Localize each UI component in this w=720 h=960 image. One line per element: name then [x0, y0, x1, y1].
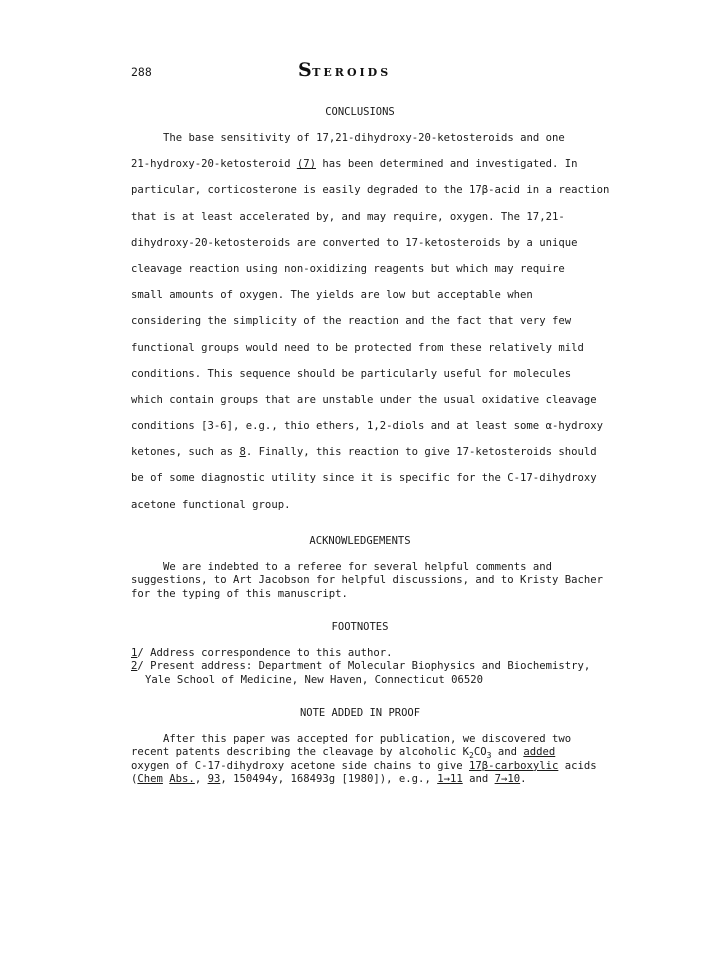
reference-range: 1→11: [437, 773, 463, 786]
body-line-text: ketones, such as: [131, 446, 240, 459]
body-line-text: (: [131, 773, 138, 786]
body-line-text: has been determined and investigated. In: [315, 158, 578, 171]
reference-7: (7): [296, 158, 316, 171]
footnotes-body: [131, 647, 631, 687]
emphasis-added: added: [523, 746, 556, 759]
body-line-text: CO: [473, 746, 487, 759]
journal-logo-rest: TEROIDS: [312, 66, 392, 79]
reference-8: 8: [239, 446, 246, 459]
journal-logo-initial: S: [298, 59, 313, 81]
body-line: We are indebted to a referee for several helpful comments and: [163, 561, 553, 573]
footnotes-heading: FOOTNOTES: [331, 621, 389, 633]
footnote-marker: 2: [131, 660, 138, 673]
footnote-text: / Address correspondence to this author.: [137, 647, 393, 659]
body-line: dihydroxy-20-ketosteroids are converted to 17-ketosteroids by a unique: [131, 236, 578, 249]
body-line-text: , 150494y, 168493g [1980]), e.g.,: [220, 773, 438, 786]
body-line: that is at least accelerated by, and may require, oxygen. The 17,21-: [131, 210, 565, 223]
body-line: small amounts of oxygen. The yields are low but acceptable when: [131, 289, 533, 302]
citation-volume: 93: [207, 773, 221, 786]
body-line: conditions. This sequence should be particularly useful for molecules: [131, 367, 572, 380]
body-line-text: acids: [558, 759, 597, 772]
body-line: (Chem Abs., 93, 150494y, 168493g [1980]), e.g., 1→11 and 7→10.: [131, 773, 527, 786]
body-line: particular, corticosterone is easily degraded to the 17β-acid in a reaction: [131, 184, 610, 197]
page-number: 288: [131, 65, 152, 79]
reference-range: 7→10: [494, 773, 521, 786]
citation-journal: Chem: [137, 773, 163, 786]
footnote-marker: 1: [131, 647, 138, 659]
body-line-text: recent patents describing the cleavage by alcoholic K: [131, 746, 470, 759]
note-heading: NOTE ADDED IN PROOF: [299, 707, 421, 719]
journal-logo: [298, 59, 391, 81]
body-line: considering the simplicity of the reaction and the fact that very few: [131, 315, 572, 328]
subscript: 3: [486, 751, 492, 761]
body-line: which contain groups that are unstable under the usual oxidative cleavage: [131, 393, 597, 406]
conclusions-heading: CONCLUSIONS: [325, 106, 395, 118]
body-line-text: oxygen of C-17-dihydroxy acetone side chains to give: [131, 759, 470, 772]
body-line-text: and: [462, 773, 495, 786]
body-line-text: 21-hydroxy-20-ketosteroid: [131, 158, 297, 171]
emphasis-acid: 17β-carboxylic: [469, 759, 559, 772]
subscript: 2: [469, 751, 474, 761]
footnote-1: [131, 647, 631, 660]
body-line: cleavage reaction using non-oxidizing reagents but which may require: [131, 262, 565, 275]
body-line: functional groups would need to be protected from these relatively mild: [131, 341, 584, 354]
body-line: [131, 157, 631, 183]
body-line: conditions [3-6], e.g., thio ethers, 1,2-diols and at least some α-hydroxy: [131, 420, 603, 433]
body-line: [131, 445, 631, 471]
body-line-text: .: [520, 773, 527, 786]
body-line-text: and: [491, 746, 524, 759]
body-line: acetone functional group.: [131, 498, 291, 511]
body-line: for the typing of this manuscript.: [131, 587, 348, 600]
body-line: [131, 760, 631, 773]
footnote-2: [131, 660, 631, 673]
conclusions-body: [131, 131, 631, 524]
body-line-text: . Finally, this reaction to give 17-ketosteroids should: [245, 446, 597, 459]
note-body: [131, 733, 631, 787]
body-line: [131, 746, 631, 759]
acknowledgements-body: [131, 561, 631, 601]
body-line: The base sensitivity of 17,21-dihydroxy-20-ketosteroids and one: [163, 132, 565, 144]
body-line: be of some diagnostic utility since it is specific for the C-17-dihydroxy: [131, 472, 597, 485]
acknowledgements-heading: ACKNOWLEDGEMENTS: [309, 535, 411, 547]
footnote-continuation: Yale School of Medicine, New Haven, Connecticut 06520: [145, 673, 484, 686]
body-line: suggestions, to Art Jacobson for helpful discussions, and to Kristy Bacher: [131, 574, 603, 587]
citation-journal: Abs.: [169, 773, 195, 786]
footnote-text: / Present address: Department of Molecular Biophysics and Biochemistry,: [137, 660, 591, 673]
body-line: After this paper was accepted for publication, we discovered two: [163, 733, 572, 745]
